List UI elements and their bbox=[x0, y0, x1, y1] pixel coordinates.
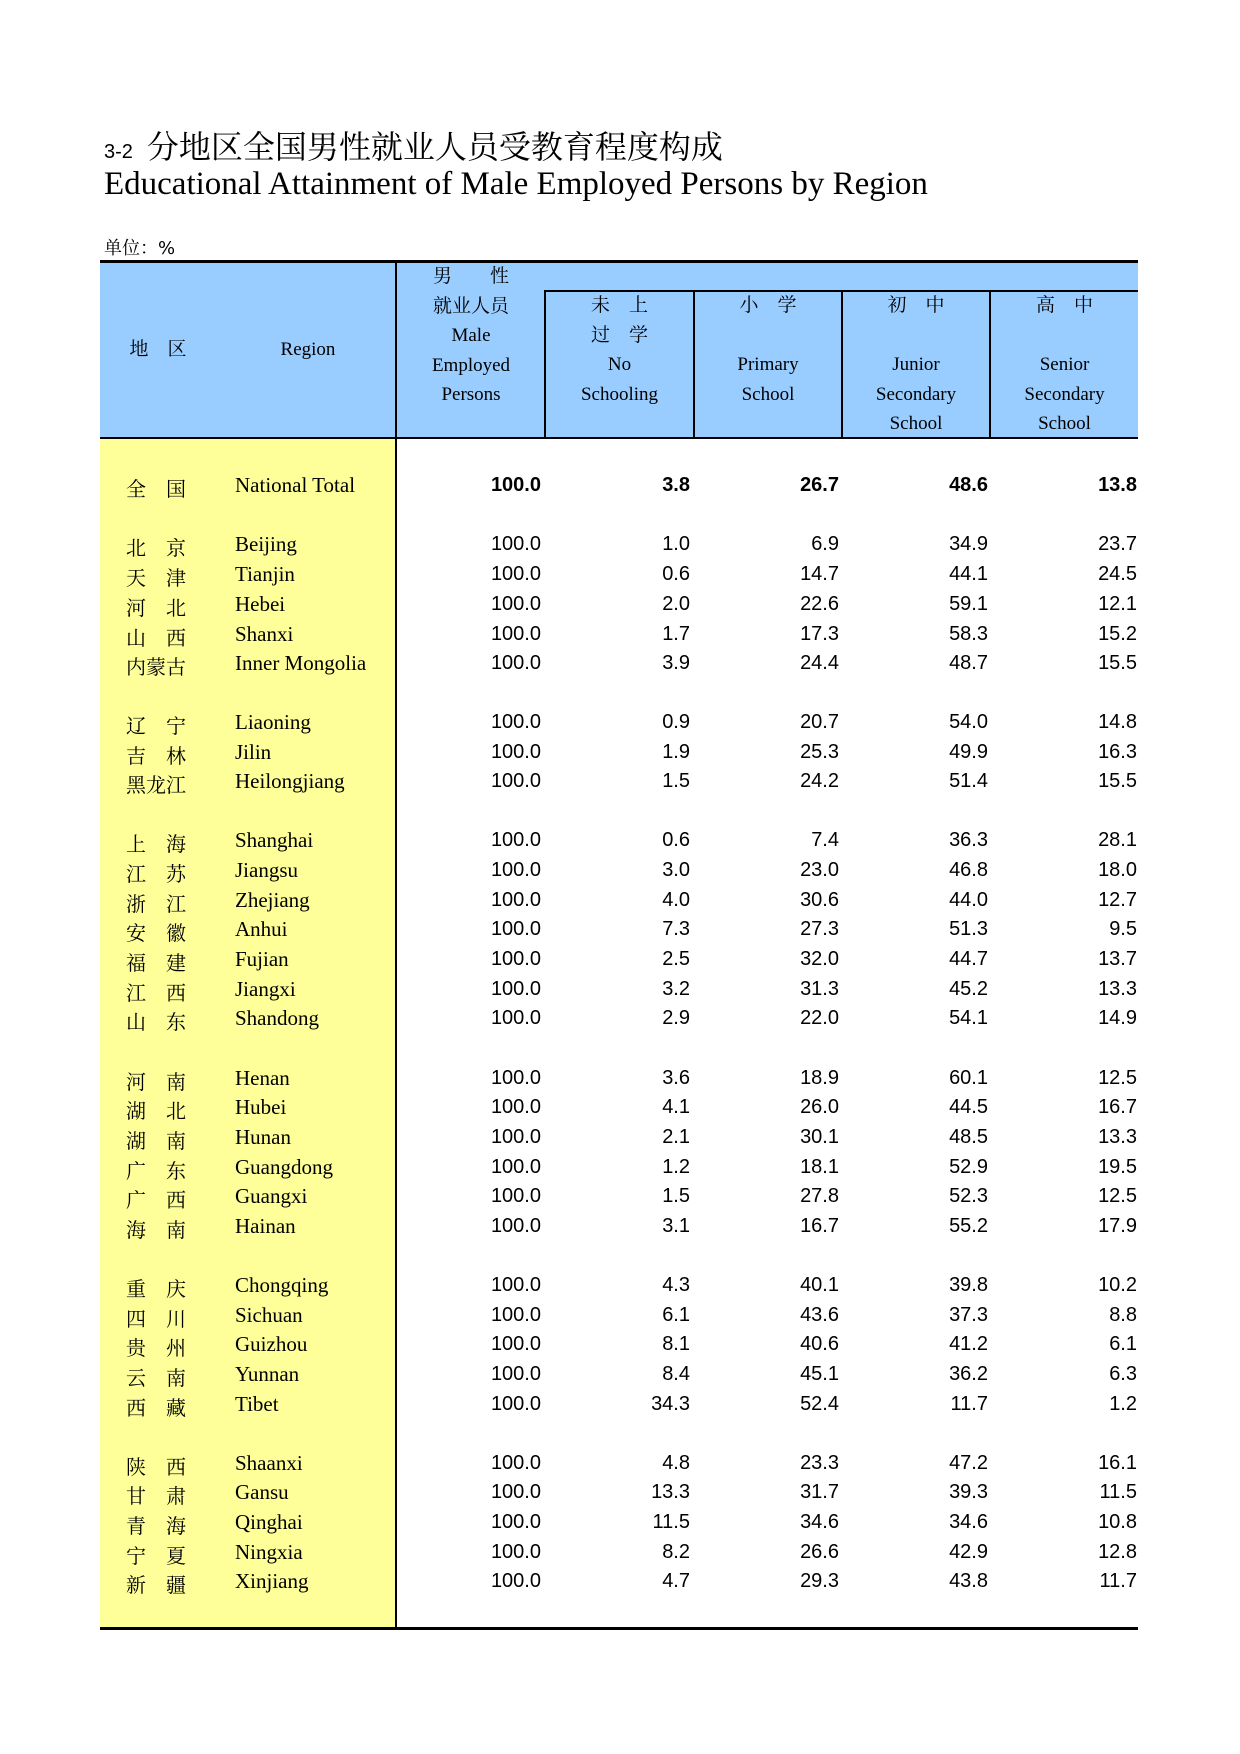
value-primary: 25.3 bbox=[800, 741, 839, 763]
value-primary: 52.4 bbox=[800, 1393, 839, 1415]
value-senior-secondary: 13.3 bbox=[1098, 1126, 1137, 1148]
value-no-schooling: 0.9 bbox=[662, 711, 690, 733]
value-junior-secondary: 44.7 bbox=[949, 948, 988, 970]
value-junior-secondary: 34.6 bbox=[949, 1511, 988, 1533]
header-col-total bbox=[397, 262, 545, 410]
region-name-cn: 西 藏 bbox=[126, 1396, 186, 1420]
header-region-en: Region bbox=[280, 339, 336, 360]
region-name-en: Heilongjiang bbox=[235, 769, 345, 793]
value-primary: 16.7 bbox=[800, 1215, 839, 1237]
value-primary: 6.9 bbox=[811, 533, 839, 555]
region-name-en: Shanghai bbox=[235, 828, 314, 852]
region-name-cn: 湖 南 bbox=[126, 1129, 186, 1153]
region-name-en: Sichuan bbox=[235, 1303, 303, 1327]
region-name-en: Guangdong bbox=[235, 1155, 333, 1179]
region-name-en: Yunnan bbox=[235, 1362, 300, 1386]
table-row bbox=[0, 622, 1240, 652]
header-col-no-school-l4: Schooling bbox=[580, 383, 659, 405]
value-senior-secondary: 14.8 bbox=[1098, 711, 1137, 733]
value-no-schooling: 2.9 bbox=[662, 1007, 690, 1029]
value-no-schooling: 7.3 bbox=[662, 918, 690, 940]
value-senior-secondary: 12.8 bbox=[1098, 1541, 1137, 1563]
value-total: 100.0 bbox=[490, 1007, 541, 1029]
header-col-junior-l1: 初 中 bbox=[887, 294, 945, 316]
value-senior-secondary: 10.2 bbox=[1098, 1274, 1137, 1296]
value-no-schooling: 3.2 bbox=[662, 978, 690, 1000]
header-col-total-l1: 男 性 bbox=[432, 265, 509, 287]
table-row bbox=[0, 473, 1240, 503]
value-junior-secondary: 44.0 bbox=[949, 889, 988, 911]
value-primary: 34.6 bbox=[800, 1511, 839, 1533]
header-col-senior-l1: 高 中 bbox=[1035, 294, 1093, 316]
header-col-no-school bbox=[546, 291, 693, 409]
value-senior-secondary: 10.8 bbox=[1098, 1511, 1137, 1533]
header-col-junior-l3: Junior bbox=[892, 354, 940, 375]
value-total: 100.0 bbox=[490, 474, 541, 496]
region-name-cn: 云 南 bbox=[126, 1366, 186, 1390]
value-senior-secondary: 14.9 bbox=[1098, 1007, 1137, 1029]
value-no-schooling: 6.1 bbox=[662, 1304, 690, 1326]
region-name-en: Anhui bbox=[235, 917, 288, 941]
region-name-cn: 天 津 bbox=[126, 566, 186, 590]
value-senior-secondary: 12.5 bbox=[1098, 1185, 1137, 1207]
value-total: 100.0 bbox=[490, 652, 541, 674]
region-name-en: Jiangxi bbox=[235, 977, 296, 1001]
value-no-schooling: 1.5 bbox=[662, 770, 690, 792]
table-row bbox=[0, 947, 1240, 977]
table-row bbox=[0, 917, 1240, 947]
value-junior-secondary: 60.1 bbox=[949, 1067, 988, 1089]
table-row bbox=[0, 562, 1240, 592]
value-senior-secondary: 12.1 bbox=[1098, 593, 1137, 615]
value-no-schooling: 2.1 bbox=[662, 1126, 690, 1148]
region-name-en: Shaanxi bbox=[235, 1451, 303, 1475]
region-name-en: Hainan bbox=[235, 1214, 296, 1238]
value-total: 100.0 bbox=[490, 1393, 541, 1415]
region-name-cn: 江 西 bbox=[126, 981, 186, 1005]
table-row bbox=[0, 1480, 1240, 1510]
value-junior-secondary: 46.8 bbox=[949, 859, 988, 881]
value-no-schooling: 1.5 bbox=[662, 1185, 690, 1207]
value-senior-secondary: 11.5 bbox=[1099, 1481, 1137, 1503]
region-name-cn: 山 东 bbox=[126, 1010, 186, 1034]
value-primary: 26.6 bbox=[800, 1541, 839, 1563]
table-row bbox=[0, 1569, 1240, 1599]
title-cn-text: 分地区全国男性就业人员受教育程度构成 bbox=[146, 128, 723, 166]
table-row bbox=[0, 1155, 1240, 1185]
value-junior-secondary: 43.8 bbox=[949, 1570, 988, 1592]
region-name-cn: 福 建 bbox=[126, 951, 186, 975]
region-name-en: Qinghai bbox=[235, 1510, 303, 1534]
region-name-en: Henan bbox=[235, 1066, 290, 1090]
value-primary: 7.4 bbox=[811, 829, 839, 851]
value-junior-secondary: 59.1 bbox=[949, 593, 988, 615]
table-row bbox=[0, 710, 1240, 740]
region-name-cn: 内蒙古 bbox=[126, 655, 186, 679]
value-senior-secondary: 13.3 bbox=[1098, 978, 1137, 1000]
table-row bbox=[0, 592, 1240, 622]
value-senior-secondary: 17.9 bbox=[1098, 1215, 1137, 1237]
table-row bbox=[0, 1095, 1240, 1125]
value-primary: 24.4 bbox=[800, 652, 839, 674]
value-primary: 30.6 bbox=[800, 889, 839, 911]
header-col-no-school-l1: 未 上 bbox=[590, 294, 648, 316]
value-junior-secondary: 41.2 bbox=[949, 1333, 988, 1355]
value-senior-secondary: 9.5 bbox=[1109, 918, 1137, 940]
value-total: 100.0 bbox=[490, 978, 541, 1000]
value-primary: 40.6 bbox=[800, 1333, 839, 1355]
value-senior-secondary: 12.7 bbox=[1098, 889, 1137, 911]
value-total: 100.0 bbox=[490, 889, 541, 911]
header-col-senior-l5: School bbox=[1038, 413, 1091, 434]
value-junior-secondary: 48.7 bbox=[949, 652, 988, 674]
value-primary: 27.3 bbox=[800, 918, 839, 940]
region-name-cn: 广 西 bbox=[126, 1188, 186, 1212]
header-col-total-l5: Persons bbox=[441, 384, 501, 405]
table-row bbox=[0, 1451, 1240, 1481]
value-total: 100.0 bbox=[490, 859, 541, 881]
header-col-total-l4: Employed bbox=[431, 354, 511, 376]
table-row bbox=[0, 1303, 1240, 1333]
value-primary: 43.6 bbox=[800, 1304, 839, 1326]
region-name-cn: 青 海 bbox=[126, 1514, 186, 1538]
value-no-schooling: 11.5 bbox=[652, 1511, 690, 1533]
value-junior-secondary: 39.8 bbox=[949, 1274, 988, 1296]
value-primary: 31.3 bbox=[800, 978, 839, 1000]
header-col-primary-l4: School bbox=[741, 383, 795, 405]
value-total: 100.0 bbox=[490, 1541, 541, 1563]
region-name-cn: 上 海 bbox=[126, 832, 186, 856]
value-no-schooling: 3.0 bbox=[662, 859, 690, 881]
value-primary: 17.3 bbox=[800, 623, 839, 645]
region-name-en: National Total bbox=[235, 473, 356, 497]
value-junior-secondary: 49.9 bbox=[949, 741, 988, 763]
value-no-schooling: 3.1 bbox=[662, 1215, 690, 1237]
value-no-schooling: 3.8 bbox=[662, 474, 690, 496]
header-col-total-l2: 就业人员 bbox=[432, 294, 509, 317]
value-primary: 26.7 bbox=[800, 474, 839, 496]
region-name-en: Jilin bbox=[235, 740, 272, 764]
region-name-cn: 湖 北 bbox=[126, 1099, 186, 1123]
region-name-en: Shanxi bbox=[235, 622, 294, 646]
value-no-schooling: 4.0 bbox=[662, 889, 690, 911]
table-title-cn bbox=[104, 122, 723, 168]
region-name-cn: 江 苏 bbox=[126, 862, 186, 886]
value-junior-secondary: 51.3 bbox=[949, 918, 988, 940]
table-row bbox=[0, 828, 1240, 858]
value-senior-secondary: 6.3 bbox=[1109, 1363, 1137, 1385]
region-name-en: Shandong bbox=[235, 1006, 319, 1030]
region-name-en: Inner Mongolia bbox=[235, 651, 367, 675]
value-no-schooling: 8.1 bbox=[662, 1333, 690, 1355]
value-junior-secondary: 58.3 bbox=[949, 623, 988, 645]
value-no-schooling: 13.3 bbox=[651, 1481, 690, 1503]
value-total: 100.0 bbox=[490, 829, 541, 851]
region-name-en: Chongqing bbox=[235, 1273, 329, 1297]
header-col-no-school-l2: 过 学 bbox=[590, 323, 648, 346]
region-name-cn: 新 疆 bbox=[126, 1573, 186, 1597]
region-name-cn: 甘 肃 bbox=[126, 1484, 186, 1508]
value-no-schooling: 8.4 bbox=[662, 1363, 690, 1385]
value-primary: 23.0 bbox=[800, 859, 839, 881]
value-no-schooling: 0.6 bbox=[662, 563, 690, 585]
value-no-schooling: 34.3 bbox=[651, 1393, 690, 1415]
table-title-en: Educational Attainment of Male Employed Persons by Region bbox=[104, 166, 928, 202]
value-senior-secondary: 23.7 bbox=[1098, 533, 1137, 555]
value-no-schooling: 4.7 bbox=[662, 1570, 690, 1592]
header-col-junior bbox=[843, 291, 989, 439]
value-total: 100.0 bbox=[490, 533, 541, 555]
bottom-rule bbox=[100, 1627, 1138, 1630]
value-senior-secondary: 12.5 bbox=[1098, 1067, 1137, 1089]
value-senior-secondary: 15.5 bbox=[1098, 770, 1137, 792]
value-total: 100.0 bbox=[490, 1570, 541, 1592]
region-name-cn: 贵 州 bbox=[126, 1336, 186, 1360]
value-total: 100.0 bbox=[490, 948, 541, 970]
table-row bbox=[0, 651, 1240, 681]
table-row bbox=[0, 532, 1240, 562]
region-name-cn: 安 徽 bbox=[126, 921, 186, 945]
table-row bbox=[0, 1184, 1240, 1214]
unit-label: 单位：% bbox=[104, 238, 176, 259]
value-no-schooling: 4.8 bbox=[662, 1452, 690, 1474]
value-total: 100.0 bbox=[490, 1481, 541, 1503]
table-row bbox=[0, 1006, 1240, 1036]
region-name-en: Guizhou bbox=[235, 1332, 308, 1356]
value-primary: 18.1 bbox=[800, 1156, 839, 1178]
value-primary: 22.6 bbox=[800, 593, 839, 615]
region-name-cn: 北 京 bbox=[126, 536, 186, 560]
region-name-en: Guangxi bbox=[235, 1184, 308, 1208]
region-name-cn: 广 东 bbox=[126, 1159, 186, 1183]
value-total: 100.0 bbox=[490, 1452, 541, 1474]
header-col-primary-l3: Primary bbox=[737, 354, 799, 375]
region-name-en: Fujian bbox=[235, 947, 289, 971]
value-total: 100.0 bbox=[490, 1304, 541, 1326]
value-senior-secondary: 15.5 bbox=[1098, 652, 1137, 674]
table-row bbox=[0, 1214, 1240, 1244]
value-no-schooling: 1.2 bbox=[662, 1156, 690, 1178]
region-name-cn: 重 庆 bbox=[126, 1277, 186, 1301]
value-total: 100.0 bbox=[490, 1274, 541, 1296]
header-col-junior-l5: School bbox=[889, 413, 943, 434]
region-name-cn: 全 国 bbox=[126, 477, 186, 501]
region-name-cn: 河 南 bbox=[126, 1070, 186, 1094]
value-no-schooling: 2.5 bbox=[662, 948, 690, 970]
value-junior-secondary: 44.1 bbox=[949, 563, 988, 585]
value-junior-secondary: 52.3 bbox=[949, 1185, 988, 1207]
value-senior-secondary: 18.0 bbox=[1098, 859, 1137, 881]
region-name-en: Beijing bbox=[235, 532, 297, 556]
value-total: 100.0 bbox=[490, 1215, 541, 1237]
value-junior-secondary: 44.5 bbox=[949, 1096, 988, 1118]
value-no-schooling: 8.2 bbox=[662, 1541, 690, 1563]
table-row bbox=[0, 1332, 1240, 1362]
value-junior-secondary: 11.7 bbox=[950, 1393, 988, 1415]
region-name-cn: 山 西 bbox=[126, 626, 186, 650]
header-col-total-l3: Male bbox=[451, 325, 491, 346]
value-junior-secondary: 37.3 bbox=[949, 1304, 988, 1326]
table-row bbox=[0, 769, 1240, 799]
value-primary: 40.1 bbox=[800, 1274, 839, 1296]
region-name-cn: 河 北 bbox=[126, 596, 186, 620]
header-col-senior bbox=[991, 291, 1138, 439]
region-name-en: Hunan bbox=[235, 1125, 291, 1149]
value-primary: 27.8 bbox=[800, 1185, 839, 1207]
value-junior-secondary: 47.2 bbox=[949, 1452, 988, 1474]
region-name-cn: 辽 宁 bbox=[126, 714, 186, 738]
region-name-cn: 宁 夏 bbox=[126, 1544, 186, 1568]
value-no-schooling: 1.9 bbox=[662, 741, 690, 763]
table-row bbox=[0, 1510, 1240, 1540]
value-no-schooling: 1.0 bbox=[662, 533, 690, 555]
value-no-schooling: 4.3 bbox=[662, 1274, 690, 1296]
value-senior-secondary: 28.1 bbox=[1098, 829, 1137, 851]
value-no-schooling: 3.6 bbox=[662, 1067, 690, 1089]
value-senior-secondary: 16.7 bbox=[1098, 1096, 1137, 1118]
value-no-schooling: 4.1 bbox=[662, 1096, 690, 1118]
value-senior-secondary: 19.5 bbox=[1098, 1156, 1137, 1178]
table-row bbox=[0, 1125, 1240, 1155]
region-name-en: Ningxia bbox=[235, 1540, 303, 1564]
value-senior-secondary: 6.1 bbox=[1109, 1333, 1137, 1355]
value-junior-secondary: 54.1 bbox=[949, 1007, 988, 1029]
header-col-senior-l4: Secondary bbox=[1024, 383, 1105, 405]
value-total: 100.0 bbox=[490, 711, 541, 733]
value-primary: 14.7 bbox=[800, 563, 839, 585]
region-name-cn: 陕 西 bbox=[126, 1455, 186, 1479]
header-col-no-school-l3: No bbox=[607, 354, 632, 375]
value-senior-secondary: 8.8 bbox=[1109, 1304, 1137, 1326]
value-primary: 26.0 bbox=[800, 1096, 839, 1118]
value-senior-secondary: 24.5 bbox=[1098, 563, 1137, 585]
value-primary: 24.2 bbox=[800, 770, 839, 792]
value-total: 100.0 bbox=[490, 1185, 541, 1207]
table-row bbox=[0, 1540, 1240, 1570]
table-row bbox=[0, 1362, 1240, 1392]
value-primary: 32.0 bbox=[800, 948, 839, 970]
value-primary: 30.1 bbox=[800, 1126, 839, 1148]
value-primary: 22.0 bbox=[800, 1007, 839, 1029]
table-row bbox=[0, 977, 1240, 1007]
value-total: 100.0 bbox=[490, 1156, 541, 1178]
region-name-en: Liaoning bbox=[235, 710, 311, 734]
value-no-schooling: 1.7 bbox=[662, 623, 690, 645]
value-primary: 18.9 bbox=[800, 1067, 839, 1089]
region-name-cn: 四 川 bbox=[126, 1307, 186, 1331]
table-number: 3-2 bbox=[104, 141, 133, 163]
top-rule bbox=[100, 260, 1138, 263]
table-row bbox=[0, 888, 1240, 918]
region-name-en: Hebei bbox=[235, 592, 286, 616]
region-name-en: Jiangsu bbox=[235, 858, 298, 882]
value-junior-secondary: 48.6 bbox=[949, 474, 988, 496]
value-total: 100.0 bbox=[490, 918, 541, 940]
value-junior-secondary: 54.0 bbox=[949, 711, 988, 733]
value-junior-secondary: 39.3 bbox=[949, 1481, 988, 1503]
header-col-senior-l3: Senior bbox=[1039, 354, 1090, 375]
value-junior-secondary: 45.2 bbox=[949, 978, 988, 1000]
table-row bbox=[0, 740, 1240, 770]
value-primary: 29.3 bbox=[800, 1570, 839, 1592]
header-col-primary-l1: 小 学 bbox=[739, 294, 797, 316]
value-primary: 45.1 bbox=[800, 1363, 839, 1385]
region-name-en: Hubei bbox=[235, 1095, 287, 1119]
value-junior-secondary: 36.3 bbox=[949, 829, 988, 851]
value-junior-secondary: 42.9 bbox=[949, 1541, 988, 1563]
header-col-junior-l4: Secondary bbox=[875, 383, 957, 405]
value-total: 100.0 bbox=[490, 1363, 541, 1385]
table-row bbox=[0, 858, 1240, 888]
value-primary: 31.7 bbox=[800, 1481, 839, 1503]
region-name-cn: 海 南 bbox=[126, 1218, 186, 1242]
value-total: 100.0 bbox=[490, 623, 541, 645]
value-senior-secondary: 13.8 bbox=[1098, 474, 1137, 496]
region-name-en: Gansu bbox=[235, 1480, 289, 1504]
value-total: 100.0 bbox=[490, 1126, 541, 1148]
value-primary: 20.7 bbox=[800, 711, 839, 733]
header-col-primary bbox=[695, 291, 841, 409]
table-row bbox=[0, 1273, 1240, 1303]
table-row bbox=[0, 1392, 1240, 1422]
value-senior-secondary: 16.1 bbox=[1098, 1452, 1137, 1474]
value-junior-secondary: 52.9 bbox=[949, 1156, 988, 1178]
value-total: 100.0 bbox=[490, 1096, 541, 1118]
value-total: 100.0 bbox=[490, 1067, 541, 1089]
region-name-en: Tibet bbox=[235, 1392, 279, 1416]
region-name-en: Zhejiang bbox=[235, 888, 310, 912]
region-name-cn: 浙 江 bbox=[126, 892, 186, 916]
region-name-en: Tianjin bbox=[235, 562, 295, 586]
value-junior-secondary: 51.4 bbox=[949, 770, 988, 792]
value-total: 100.0 bbox=[490, 1333, 541, 1355]
value-no-schooling: 3.9 bbox=[662, 652, 690, 674]
value-junior-secondary: 34.9 bbox=[949, 533, 988, 555]
value-senior-secondary: 1.2 bbox=[1109, 1393, 1137, 1415]
value-total: 100.0 bbox=[490, 593, 541, 615]
value-primary: 23.3 bbox=[800, 1452, 839, 1474]
value-junior-secondary: 36.2 bbox=[949, 1363, 988, 1385]
value-senior-secondary: 15.2 bbox=[1098, 623, 1137, 645]
value-no-schooling: 0.6 bbox=[662, 829, 690, 851]
value-senior-secondary: 11.7 bbox=[1099, 1570, 1137, 1592]
value-senior-secondary: 13.7 bbox=[1098, 948, 1137, 970]
region-name-cn: 吉 林 bbox=[126, 744, 186, 768]
value-total: 100.0 bbox=[490, 563, 541, 585]
value-senior-secondary: 16.3 bbox=[1098, 741, 1137, 763]
value-junior-secondary: 55.2 bbox=[949, 1215, 988, 1237]
region-name-en: Xinjiang bbox=[235, 1569, 309, 1593]
header-region-cn: 地 区 bbox=[129, 339, 187, 360]
value-no-schooling: 2.0 bbox=[662, 593, 690, 615]
value-total: 100.0 bbox=[490, 770, 541, 792]
value-total: 100.0 bbox=[490, 1511, 541, 1533]
table-row bbox=[0, 1066, 1240, 1096]
value-junior-secondary: 48.5 bbox=[949, 1126, 988, 1148]
value-total: 100.0 bbox=[490, 741, 541, 763]
region-name-cn: 黑龙江 bbox=[126, 773, 186, 797]
